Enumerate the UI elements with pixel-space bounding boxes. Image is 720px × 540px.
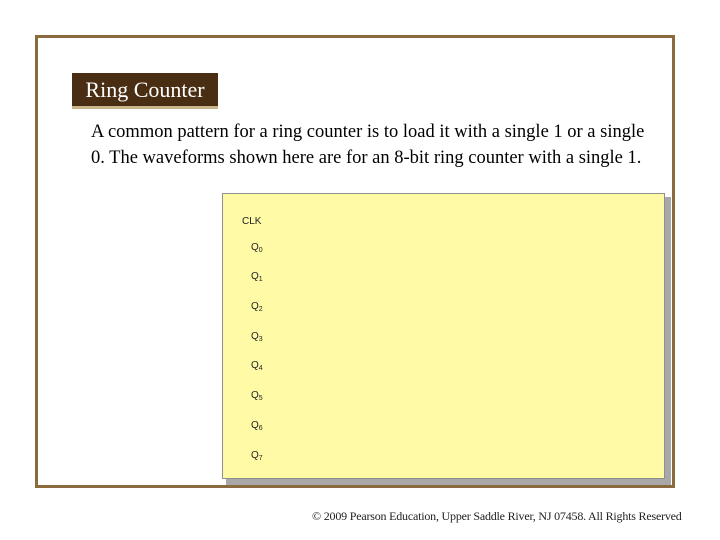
slide-body-text: A common pattern for a ring counter is to load it with a single 1 or a single 0. The waveforms shown here are for an 8-bit ring counter with a single 1. (91, 122, 645, 168)
clk-label: CLK (242, 216, 262, 227)
waveform-panel (222, 193, 665, 479)
q4-label: $Q_4$ (251, 360, 263, 372)
copyright-footer: © 2009 Pearson Education, Upper Saddle River, NJ 07458. All Rights Reserved (312, 509, 682, 523)
q7-label: $Q_7$ (251, 450, 263, 462)
q1-label: $Q_1$ (251, 271, 263, 283)
q5-label: $Q_5$ (251, 390, 263, 402)
q0-label: $Q_0$ (251, 242, 263, 254)
q3-label: $Q_3$ (251, 331, 263, 343)
q6-label: $Q_6$ (251, 420, 263, 432)
slide-title: Ring Counter (72, 73, 218, 109)
q2-label: $Q_2$ (251, 301, 263, 313)
